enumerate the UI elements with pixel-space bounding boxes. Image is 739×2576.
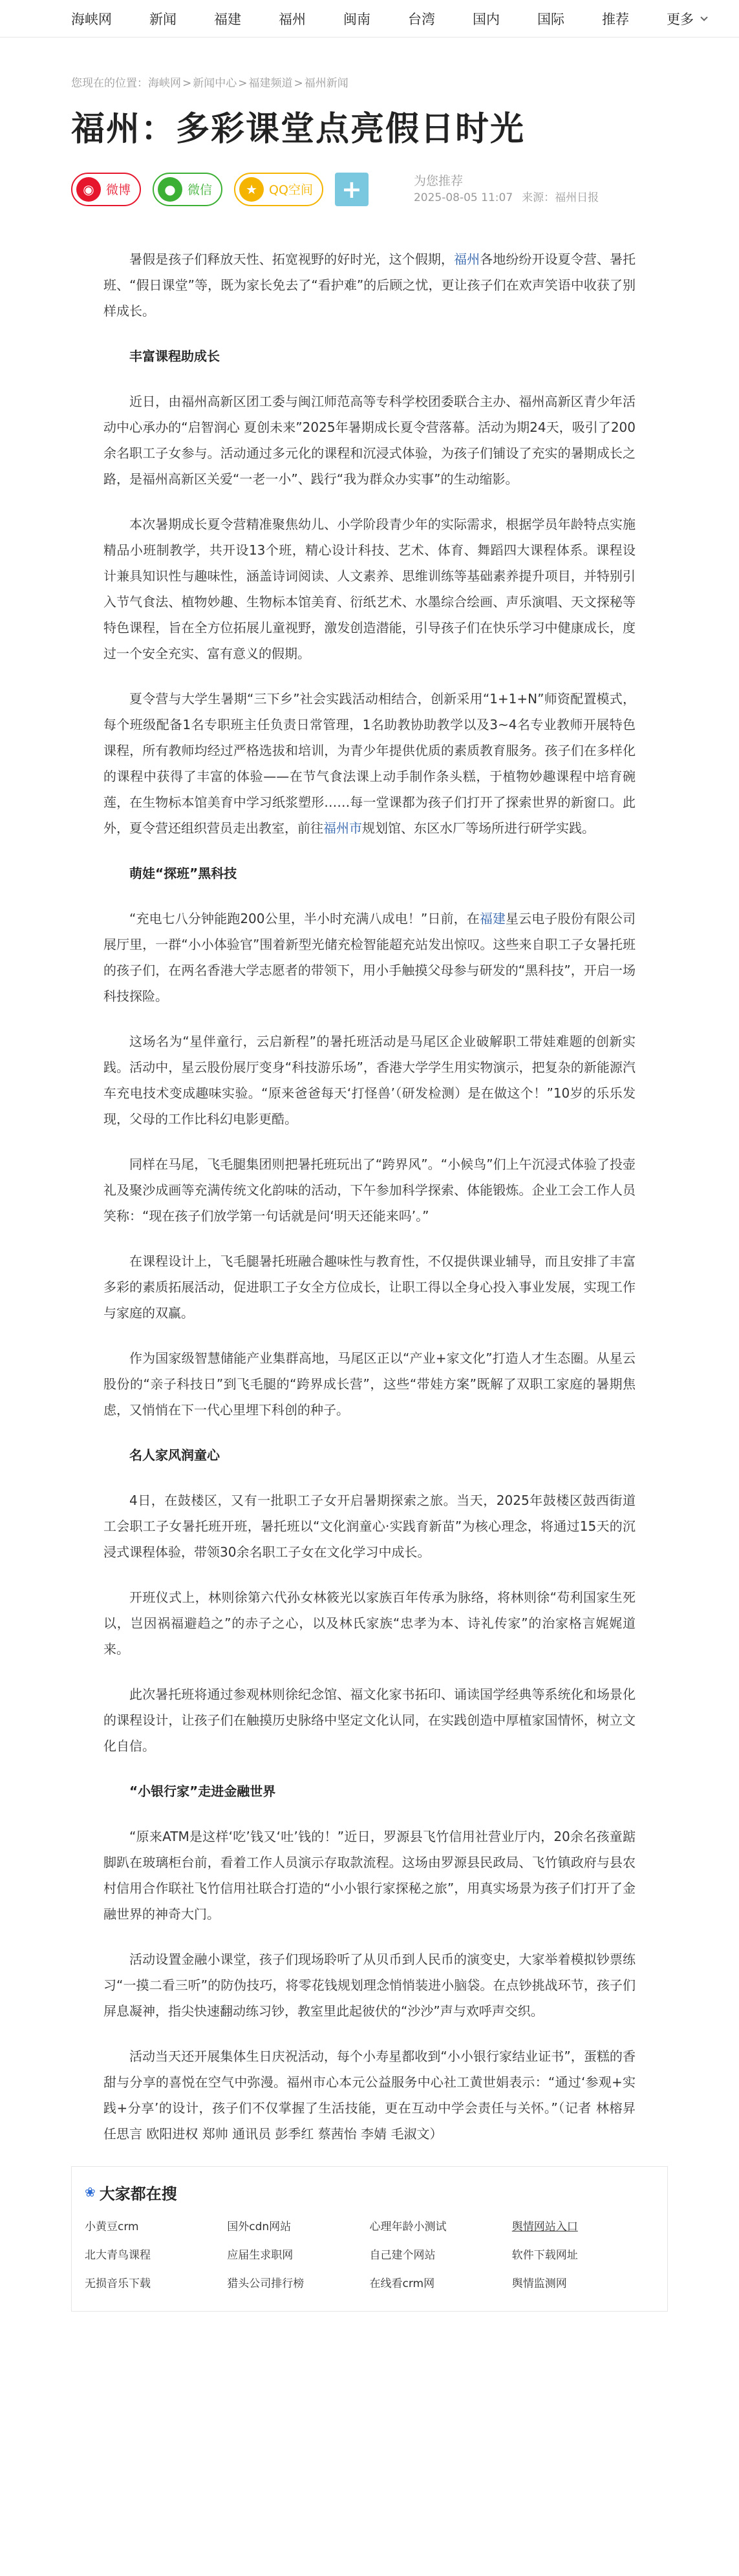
paragraph: 此次暑托班将通过参观林则徐纪念馆、福文化家书拓印、诵读国学经典等系统化和场景化的课程设计，让孩子们在触摸历史脉络中坚定文化认同，在实践创造中厚植家国情怀，树立文化自信。 [103, 1686, 636, 1754]
article-meta [414, 173, 599, 206]
breadcrumb-item-news-center[interactable]: 新闻中心 [193, 77, 237, 90]
nav-item-haixia[interactable]: 海峡网 [71, 12, 112, 27]
nav-item-international[interactable]: 国际 [537, 12, 564, 27]
main-container [0, 74, 739, 2312]
paragraph-text: 规划馆、东区水厂等场所进行研学实践。 [362, 820, 595, 836]
article-meta-row [71, 170, 668, 209]
weibo-icon: ◉ [76, 177, 101, 202]
paragraph-text: “充电七八分钟能跑200公里，半小时充满八成电！”日前，在 [129, 910, 480, 926]
nav-item-recommend[interactable]: 推荐 [602, 12, 629, 27]
nav-item-news[interactable]: 新闻 [149, 12, 177, 27]
nav-more-label: 更多 [667, 12, 694, 27]
paragraph-text: 夏令营与大学生暑期“三下乡”社会实践活动相结合，创新采用“1+1+N”师资配置模式，每个班级配备1名专职班主任负责日常管理，1名助教协助教学以及3~4名专业教师开展特色课程，所有教师均经过严格选拔和培训，为青少年提供优质的素质教育服务。孩子们在多样化的课程中获得了丰富的体验——在节气食法课上动手制作条头糕，于植物妙趣课程中培育碗莲，在生物标本馆美育中学习纸浆塑形……每一堂课都为孩子们打开了探索世界的新窗口。此外，夏令营还组织营员走出教室，前往 [103, 690, 636, 836]
paragraph [103, 246, 636, 324]
share-bar [71, 173, 369, 206]
paw-icon: ❀ [85, 2184, 96, 2200]
hot-search-link[interactable]: 心理年龄小测试 [369, 2220, 447, 2233]
share-more-button[interactable]: + [335, 173, 369, 206]
section-heading: 名人家风润童心 [129, 1447, 220, 1463]
link-fujian[interactable]: 福建 [479, 910, 506, 926]
share-qzone-label: QQ空间 [269, 183, 313, 198]
paragraph-text: 各地纷纷开设夏令营、暑托班、“假日课堂”等，既为家长免去了“看护难”的后顾之忧，更让孩子们在欢声笑语中收获了别样成长。 [103, 251, 636, 319]
breadcrumb-item-fuzhou-news[interactable]: 福州新闻 [304, 77, 348, 90]
link-fuzhou[interactable]: 福州 [453, 251, 480, 267]
hot-search-link[interactable]: 应届生求职网 [227, 2248, 294, 2262]
paragraph [103, 906, 636, 1009]
share-qzone-button[interactable] [234, 173, 323, 206]
publish-date: 2025-08-05 11:07 [413, 191, 513, 204]
hot-search-panel [71, 2166, 668, 2312]
recommend-link[interactable]: 为您推荐 [413, 173, 463, 188]
paragraph: 作为国家级智慧储能产业集群高地，马尾区正以“产业+家文化”打造人才生态圈。从星云股份的“亲子科技日”到飞毛腿的“跨界成长营”，这些“带娃方案”既解了双职工家庭的暑期焦虑，又悄悄在下一代心里埋下科创的种子。 [103, 1350, 636, 1418]
hot-search-link[interactable]: 在线看crm网 [369, 2277, 435, 2290]
paragraph: 在课程设计上，飞毛腿暑托班融合趣味性与教育性，不仅提供课业辅导，而且安排了丰富多彩的素质拓展活动，促进职工子女全方位成长，让职工得以全身心投入事业发展，实现工作与家庭的双赢。 [103, 1253, 636, 1321]
breadcrumb-separator: > [182, 77, 192, 90]
paragraph [103, 686, 636, 841]
breadcrumb-item-haixia[interactable]: 海峡网 [148, 77, 181, 90]
page-title: 福州：多彩课堂点亮假日时光 [71, 110, 526, 149]
nav-item-fujian[interactable]: 福建 [214, 12, 241, 27]
breadcrumb-separator: > [294, 77, 303, 90]
hot-search-link[interactable]: 国外cdn网站 [227, 2220, 292, 2233]
article-source: 来源：福州日报 [522, 191, 599, 204]
breadcrumb-prefix: 您现在的位置： [71, 77, 148, 90]
paragraph: 本次暑期成长夏令营精准聚焦幼儿、小学阶段青少年的实际需求，根据学员年龄特点实施精品小班制教学，共开设13个班，精心设计科技、艺术、体育、舞蹈四大课程体系。课程设计兼具知识性与趣味性，涵盖诗词阅读、人文素养、思维训练等基础素养提升项目，并特别引入节气食法、植物妙趣、生物标本馆美育、衍纸艺术、水墨综合绘画、声乐演唱、天文探秘等特色课程，旨在全方位拓展儿童视野，激发创造潜能，引导孩子们在快乐学习中健康成长，度过一个安全充实、富有意义的假期。 [103, 516, 636, 661]
hot-search-link[interactable]: 舆情监测网 [511, 2277, 567, 2290]
section-heading: 萌娃“探班”黑科技 [129, 865, 237, 881]
nav-item-taiwan[interactable]: 台湾 [408, 12, 435, 27]
share-weixin-label: 微信 [187, 183, 213, 198]
paragraph: 近日，由福州高新区团工委与闽江师范高等专科学校团委联合主办、福州高新区青少年活动中心承办的“启智润心 夏创未来”2025年暑期成长夏令营落幕。活动为期24天，吸引了200余名职工子女参与。活动通过多元化的课程和沉浸式体验，为孩子们铺设了充实的暑期成长之路，是福州高新区关爱“一老一小”、践行“我为群众办实事”的生动缩影。 [103, 393, 636, 487]
paragraph: “原来ATM是这样‘吃’钱又‘吐’钱的！”近日，罗源县飞竹信用社营业厅内，20余名孩童踮脚趴在玻璃柜台前，看着工作人员演示存取款流程。这场由罗源县民政局、飞竹镇政府与县农村信用合作联社飞竹信用社联合打造的“小小银行家探秘之旅”，用真实场景为孩子们打开了金融世界的神奇大门。 [103, 1828, 636, 1922]
hot-search-link[interactable]: 猎头公司排行榜 [227, 2277, 305, 2290]
chevron-down-icon [700, 14, 707, 21]
share-weibo-button[interactable] [71, 173, 141, 206]
breadcrumb-item-fujian-channel[interactable]: 福建频道 [248, 77, 293, 90]
breadcrumb [71, 74, 668, 90]
section-heading: 丰富课程助成长 [129, 348, 220, 364]
paragraph: 活动设置金融小课堂，孩子们现场聆听了从贝币到人民币的演变史，大家举着模拟钞票练习“一摸二看三听”的防伪技巧，将零花钱规划理念悄悄装进小脑袋。在点钞挑战环节，孩子们屏息凝神，指尖快速翻动练习钞，教室里此起彼伏的“沙沙”声与欢呼声交织。 [103, 1951, 636, 2019]
hot-search-grid [72, 2213, 667, 2311]
share-weixin-button[interactable] [153, 173, 222, 206]
share-weibo-label: 微博 [106, 183, 131, 198]
paragraph: 开班仪式上，林则徐第六代孙女林筱光以家族百年传承为脉络，将林则徐“苟利国家生死以，岂因祸福避趋之”的赤子之心，以及林氏家族“忠孝为本、诗礼传家”的治家格言娓娓道来。 [103, 1589, 636, 1657]
paragraph: 4日，在鼓楼区，又有一批职工子女开启暑期探索之旅。当天，2025年鼓楼区鼓西街道工会职工子女暑托班开班，暑托班以“文化润童心·实践育新苗”为核心理念，将通过15天的沉浸式课程体验，带领30余名职工子女在文化学习中成长。 [103, 1492, 636, 1560]
hot-search-link[interactable]: 舆情网站入口 [511, 2220, 578, 2233]
hot-search-link[interactable]: 无损音乐下载 [85, 2277, 151, 2290]
nav-item-minnan[interactable]: 闽南 [343, 12, 370, 27]
wechat-icon: ● [158, 177, 182, 202]
article-body [71, 246, 668, 2147]
hot-search-title-text: 大家都在搜 [99, 2184, 177, 2203]
nav-item-fuzhou[interactable]: 福州 [279, 12, 306, 27]
hot-search-link[interactable]: 北大青鸟课程 [85, 2248, 151, 2262]
paragraph-text: 暑假是孩子们释放天性、拓宽视野的好时光，这个假期， [129, 251, 454, 267]
hot-search-title [72, 2167, 667, 2213]
star-icon: ★ [239, 177, 264, 202]
paragraph: 这场名为“星伴童行，云启新程”的暑托班活动是马尾区企业破解职工带娃难题的创新实践。活动中，星云股份展厅变身“科技游乐场”，香港大学学生用实物演示，把复杂的新能源汽车充电技术变成趣味实验。“原来爸爸每天‘打怪兽’（研发检测）是在做这个！”10岁的乐乐发现，父母的工作比科幻电影更酷。 [103, 1033, 636, 1127]
nav-item-domestic[interactable]: 国内 [473, 12, 500, 27]
link-fuzhou-city[interactable]: 福州市 [323, 820, 362, 836]
paragraph-text: 星云电子股份有限公司展厅里，一群“小小体验官”围着新型光储充检智能超充站发出惊叹。这些来自职工子女暑托班的孩子们，在两名香港大学志愿者的带领下，用小手触摸父母参与研发的“黑科技”，开启一场科技探险。 [103, 910, 636, 1004]
paragraph: 同样在马尾，飞毛腿集团则把暑托班玩出了“跨界风”。“小候鸟”们上午沉浸式体验了投壶礼及聚沙成画等充满传统文化韵味的活动，下午参加科学探索、体能锻炼。企业工会工作人员笑称：“现在孩子们放学第一句话就是问‘明天还能来吗’。” [103, 1156, 636, 1224]
paragraph: 活动当天还开展集体生日庆祝活动，每个小寿星都收到“小小银行家结业证书”，蛋糕的香甜与分享的喜悦在空气中弥漫。福州市心本元公益服务中心社工黄世娟表示：“通过‘参观+实践+分享’的设计，孩子们不仅掌握了生活技能，更在互动中学会责任与关怀。”（记者 林榕昇 任思言 欧阳进权 郑帅 通讯员 彭季红 蔡茜怡 李婧 毛淑文） [103, 2048, 636, 2142]
hot-search-link[interactable]: 软件下载网址 [511, 2248, 578, 2262]
section-heading: “小银行家”走进金融世界 [129, 1783, 276, 1799]
top-navigation [0, 0, 739, 37]
hot-search-link[interactable]: 自己建个网站 [369, 2248, 436, 2262]
hot-search-link[interactable]: 小黄豆crm [85, 2220, 139, 2233]
breadcrumb-separator: > [238, 77, 248, 90]
nav-more-dropdown[interactable] [667, 9, 707, 28]
